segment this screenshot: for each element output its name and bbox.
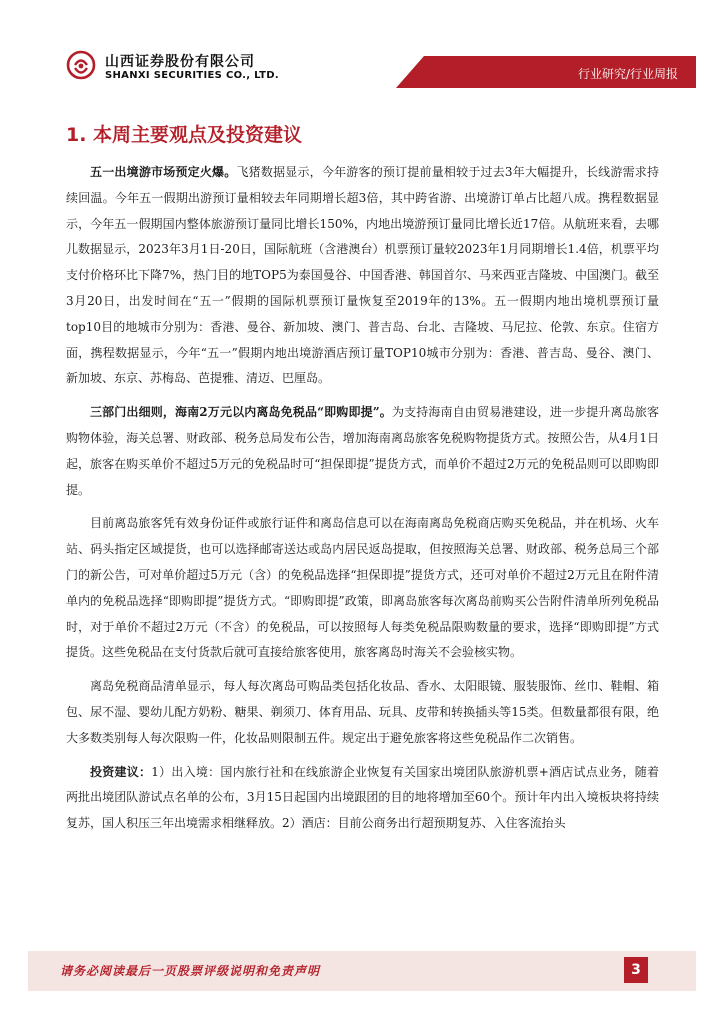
body-content [66, 160, 659, 845]
paragraph-investment-advice [66, 760, 659, 837]
paragraph-hainan-dutyfree [66, 400, 659, 503]
paragraph-lead: 三部门出细则，海南2万元以内离岛免税品“即购即提”。 [90, 405, 392, 420]
paragraph-text: 为支持海南自由贸易港建设，进一步提升离岛旅客购物体验，海关总署、财政部、税务总局发布公告，增加海南离岛旅客免税购物提货方式。按照公告，从4月1日起，旅客在购买单价不超过5万元的免税品时可“担保即提”提货方式，而单价不超过2万元的免税品则可以即购即提。 [66, 405, 659, 497]
shanxi-securities-logo-icon [66, 50, 96, 80]
paragraph-outbound-travel [66, 160, 659, 392]
paragraph-text: 离岛免税商品清单显示，每人每次离岛可购品类包括化妆品、香水、太阳眼镜、服装服饰、丝巾、鞋帽、箱包、尿不湿、婴幼儿配方奶粉、糖果、剃须刀、体育用品、玩具、皮带和转换插头等15类。但数量都很有限，绝大多数类别每人每次限购一件，化妆品则限制五件。规定出于避免旅客将这些免税品作二次销售。 [66, 679, 659, 745]
footer-disclaimer: 请务必阅读最后一页股票评级说明和免责声明 [60, 964, 321, 978]
paragraph-pickup-policy [66, 511, 659, 666]
page-number: 3 [624, 957, 648, 983]
company-name-en: SHANXI SECURITIES CO., LTD. [105, 70, 279, 81]
page-header [0, 0, 724, 90]
section-title: 1. 本周主要观点及投资建议 [66, 124, 303, 146]
paragraph-text: 飞猪数据显示，今年游客的预订提前量相较于过去3年大幅提升，长线游需求持续回温。今年五一假期出游预订量相较去年同期增长超3倍，其中跨省游、出境游订单占比超八成。携程数据显示，今年五一假期国内整体旅游预订量同比增长150%，内地出境游预订量同比增长近17倍。从航班来看，去哪儿数据显示，2023年3月1日-20日，国际航班（含港澳台）机票预订量较2023年1月同期增长1.4倍，机票平均支付价格环比下降7%，热门目的地TOP5为泰国曼谷、中国香港、韩国首尔、马来西亚吉隆坡、中国澳门。截至3月20日，出发时间在“五一”假期的国际机票预订量恢复至2019年的13%。五一假期内地出境机票预订量top10目的地城市分别为：香港、曼谷、新加坡、澳门、普吉岛、台北、吉隆坡、马尼拉、伦敦、东京。住宿方面，携程数据显示，今年“五一”假期内地出境游酒店预订量TOP10城市分别为：香港、普吉岛、曼谷、澳门、新加坡、东京、苏梅岛、芭提雅、清迈、巴厘岛。 [66, 165, 659, 386]
paragraph-text: 1）出入境：国内旅行社和在线旅游企业恢复有关国家出境团队旅游机票+酒店试点业务，随着两批出境团队游试点名单的公布，3月15日起国内出境跟团的目的地将增加至60个。预计年内出入境板块将持续复苏，国人积压三年出境需求相继释放。2）酒店：目前公商务出行超预期复苏、入住客流抬头 [66, 764, 659, 831]
company-name-cn: 山西证券股份有限公司 [105, 54, 255, 70]
paragraph-product-list [66, 674, 659, 751]
paragraph-text: 目前离岛旅客凭有效身份证件或旅行证件和离岛信息可以在海南离岛免税商店购买免税品，并在机场、火车站、码头指定区域提货，也可以选择邮寄送达或岛内居民返岛提取，但按照海关总署、财政部、税务总局三个部门的新公告，可对单价超过5万元（含）的免税品选择“担保即提”提货方式，还可对单价不超过2万元且在附件清单内的免税品选择“即购即提”提货方式。“即购即提”政策，即离岛旅客每次离岛前购买公告附件清单所列免税品时，对于单价不超过2万元（不含）的免税品，可以按照每人每类免税品限购数量的要求，选择“即购即提”方式提货。这些免税品在支付货款后就可直接给旅客使用，旅客离岛时海关不会验核实物。 [66, 516, 659, 660]
paragraph-lead: 五一出境游市场预定火爆。 [90, 165, 237, 179]
report-type-tag: 行业研究/行业周报 [577, 67, 678, 81]
paragraph-lead: 投资建议： [90, 764, 152, 779]
